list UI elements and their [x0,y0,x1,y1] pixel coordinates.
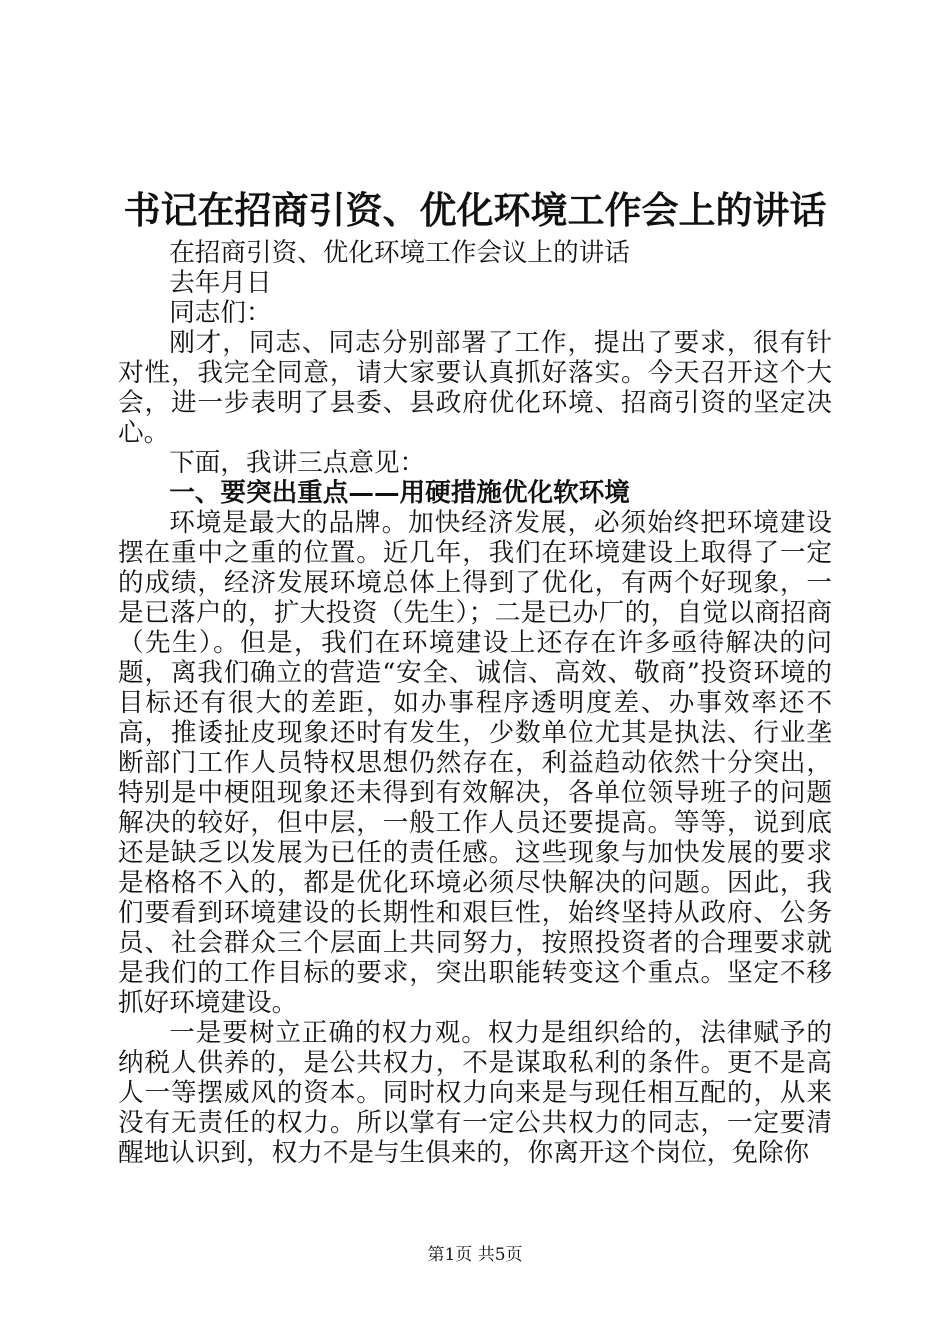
paragraph-subtitle: 在招商引资、优化环境工作会议上的讲话 [169,238,630,268]
paragraph-date: 去年月日 [169,268,272,298]
section-heading-1: 一、要突出重点——用硬措施优化软环境 [169,478,630,508]
paragraph-salutation: 同志们： [169,298,272,328]
paragraph-power-view: 一是要树立正确的权力观。权力是组织给的，法律赋予的纳税人供养的，是公共权力，不是谋取私利的条件。更不是高人一等摆威风的资本。同时权力向来是与现任相互配的，从来没有无责任的权力。所以掌有一定公共权力的同志，一定要清醒地认识到，权力不是与生俱来的，你离开这个岗位，免除你 [118,1018,832,1168]
paragraph-environment: 环境是最大的品牌。加快经济发展，必须始终把环境建设摆在重中之重的位置。近几年，我们在环境建设上取得了一定的成绩，经济发展环境总体上得到了优化，有两个好现象，一是已落户的，扩大投资（先生）；二是已办厂的，自觉以商招商（先生）。但是，我们在环境建设上还存在许多亟待解决的问题，离我们确立的营造“安全、诚信、高效、敬商”投资环境的目标还有很大的差距，如办事程序透明度差、办事效率还不高，推诿扯皮现象还时有发生，少数单位尤其是执法、行业垄断部门工作人员特权思想仍然存在，利益趋动依然十分突出，特别是中梗阻现象还未得到有效解决，各单位领导班子的问题解决的较好，但中层，一般工作人员还要提高。等等，说到底还是缺乏以发展为已任的责任感。这些现象与加快发展的要求是格格不入的，都是优化环境必须尽快解决的问题。因此，我们要看到环境建设的长期性和艰巨性，始终坚持从政府、公务员、社会群众三个层面上共同努力，按照投资者的合理要求就是我们的工作目标的要求，突出职能转变这个重点。坚定不移抓好环境建设。 [118,508,832,1018]
paragraph-opening: 刚才，同志、同志分别部署了工作，提出了要求，很有针对性，我完全同意，请大家要认真抓好落实。今天召开这个大会，进一步表明了县委、县政府优化环境、招商引资的坚定决心。 [118,328,832,448]
paragraph-intro: 下面，我讲三点意见： [169,448,426,478]
document-title: 书记在招商引资、优化环境工作会上的讲话 [123,188,827,232]
page-footer: 第1页 共5页 [427,1245,523,1265]
document-body [118,238,832,1168]
